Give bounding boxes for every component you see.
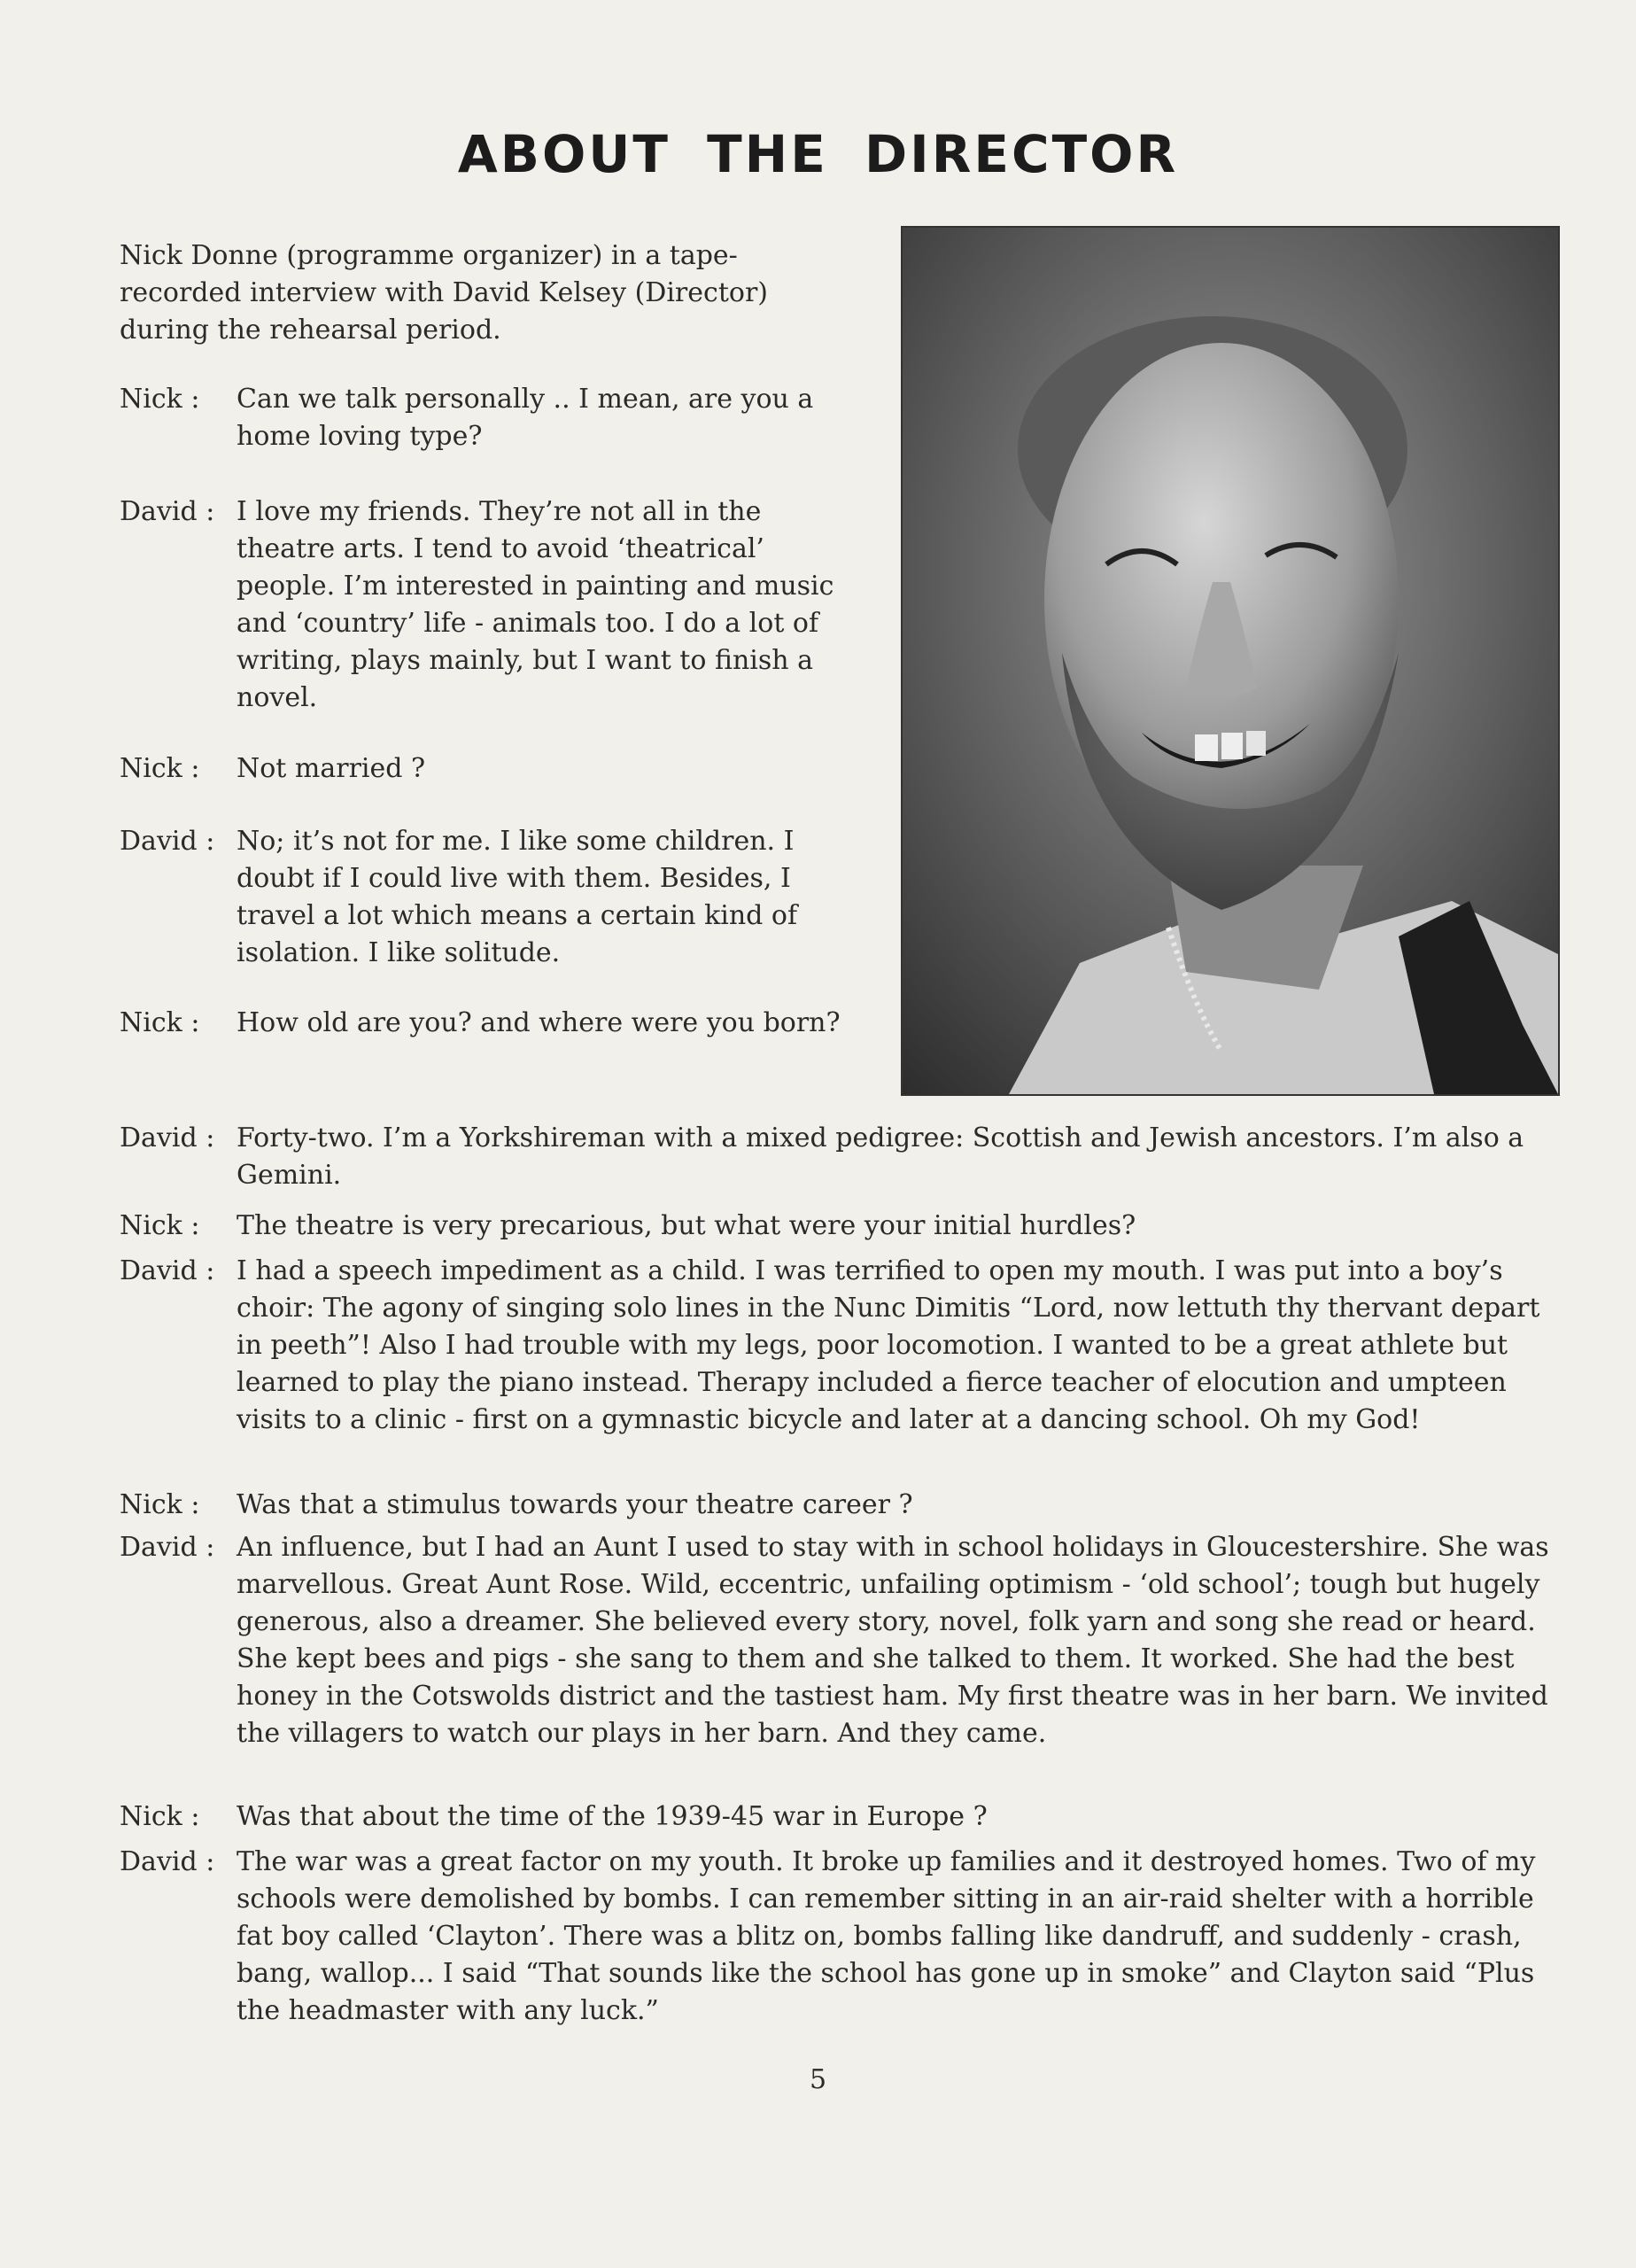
page-title: ABOUT THE DIRECTOR <box>457 124 1179 184</box>
speaker-label: Nick : <box>120 1801 200 1832</box>
dialogue-text: How old are you? and where were you born? <box>236 1007 841 1038</box>
dialogue-entry <box>120 1253 1572 1439</box>
dialogue-entry <box>120 1798 1572 1836</box>
portrait-image <box>903 228 1558 1094</box>
intro-paragraph: Nick Donne (programme organizer) in a tape-recorded interview with David Kelsey (Director) during the rehearsal period. <box>120 240 768 346</box>
speaker-label: David : <box>120 1532 215 1563</box>
director-portrait-photo <box>901 226 1560 1096</box>
dialogue-text: Forty-two. I’m a Yorkshireman with a mixed pedigree: Scottish and Jewish ancestors. I’m also a Gemini. <box>236 1122 1524 1191</box>
speaker-label: Nick : <box>120 1210 200 1241</box>
dialogue-entry <box>120 493 846 717</box>
dialogue-entry <box>120 381 846 455</box>
dialogue-entry <box>120 823 846 972</box>
page-number: 5 <box>809 2064 827 2095</box>
speaker-label: Nick : <box>120 1489 200 1520</box>
dialogue-entry <box>120 1208 1572 1245</box>
dialogue-text: I had a speech impediment as a child. I was terrified to open my mouth. I was put into a boy’s choir: The agony of singing solo lines in the Nunc Dimitis “Lord, now lettuth thy thervant depart in peeth”! Also I had trouble with my legs, poor locomotion. I wanted to be a great athlete but learned to play the piano instead. Therapy included a fierce teacher of elocution and umpteen visits to a clinic - first on a gymnastic bicycle and later at a dancing school. Oh my God! <box>236 1255 1540 1435</box>
dialogue-text: Was that a stimulus towards your theatre career ? <box>236 1489 913 1520</box>
speaker-label: David : <box>120 1122 215 1153</box>
dialogue-text: Was that about the time of the 1939-45 war in Europe ? <box>236 1801 988 1832</box>
dialogue-entry <box>120 1005 846 1042</box>
dialogue-entry <box>120 1487 1572 1524</box>
dialogue-entry <box>120 750 846 788</box>
dialogue-entry <box>120 1529 1572 1752</box>
speaker-label: David : <box>120 1846 215 1877</box>
speaker-label: David : <box>120 496 215 527</box>
dialogue-text: No; it’s not for me. I like some children. I doubt if I could live with them. Besides, I travel a lot which means a certain kind of isolation. I like solitude. <box>236 826 798 968</box>
speaker-label: Nick : <box>120 384 200 415</box>
dialogue-text: Can we talk personally .. I mean, are you a home loving type? <box>236 384 814 452</box>
speaker-label: David : <box>120 826 215 857</box>
dialogue-text: The war was a great factor on my youth. It broke up families and it destroyed homes. Two of my schools were demolished by bombs. I can remember sitting in an air-raid shelter with a horrible fat boy called ‘Clayton’. There was a blitz on, bombs falling like dandruff, and suddenly - crash, bang, wallop... I said “That sounds like the school has gone up in smoke” and Clayton said “Plus the headmaster with any luck.” <box>236 1846 1536 2026</box>
speaker-label: David : <box>120 1255 215 1286</box>
dialogue-text: I love my friends. They’re not all in the theatre arts. I tend to avoid ‘theatrical’ people. I’m interested in painting and music and ‘country’ life - animals too. I do a lot of writing, plays mainly, but I want to finish a novel. <box>236 496 834 713</box>
dialogue-entry <box>120 1844 1572 2030</box>
speaker-label: Nick : <box>120 1007 200 1038</box>
dialogue-text: Not married ? <box>236 753 426 784</box>
dialogue-entry <box>120 1120 1572 1194</box>
dialogue-text: An influence, but I had an Aunt I used to stay with in school holidays in Gloucestershire. She was marvellous. Great Aunt Rose. Wild, eccentric, unfailing optimism - ‘old school’; tough but hugely generous, also a dreamer. She believed every story, novel, folk yarn and song she read or heard. She kept bees and pigs - she sang to them and she talked to them. It worked. She had the best honey in the Cotswolds district and the tastiest ham. My first theatre was in her barn. We invited the villagers to watch our plays in her barn. And they came. <box>236 1532 1549 1749</box>
speaker-label: Nick : <box>120 753 200 784</box>
dialogue-text: The theatre is very precarious, but what were your initial hurdles? <box>236 1210 1136 1241</box>
